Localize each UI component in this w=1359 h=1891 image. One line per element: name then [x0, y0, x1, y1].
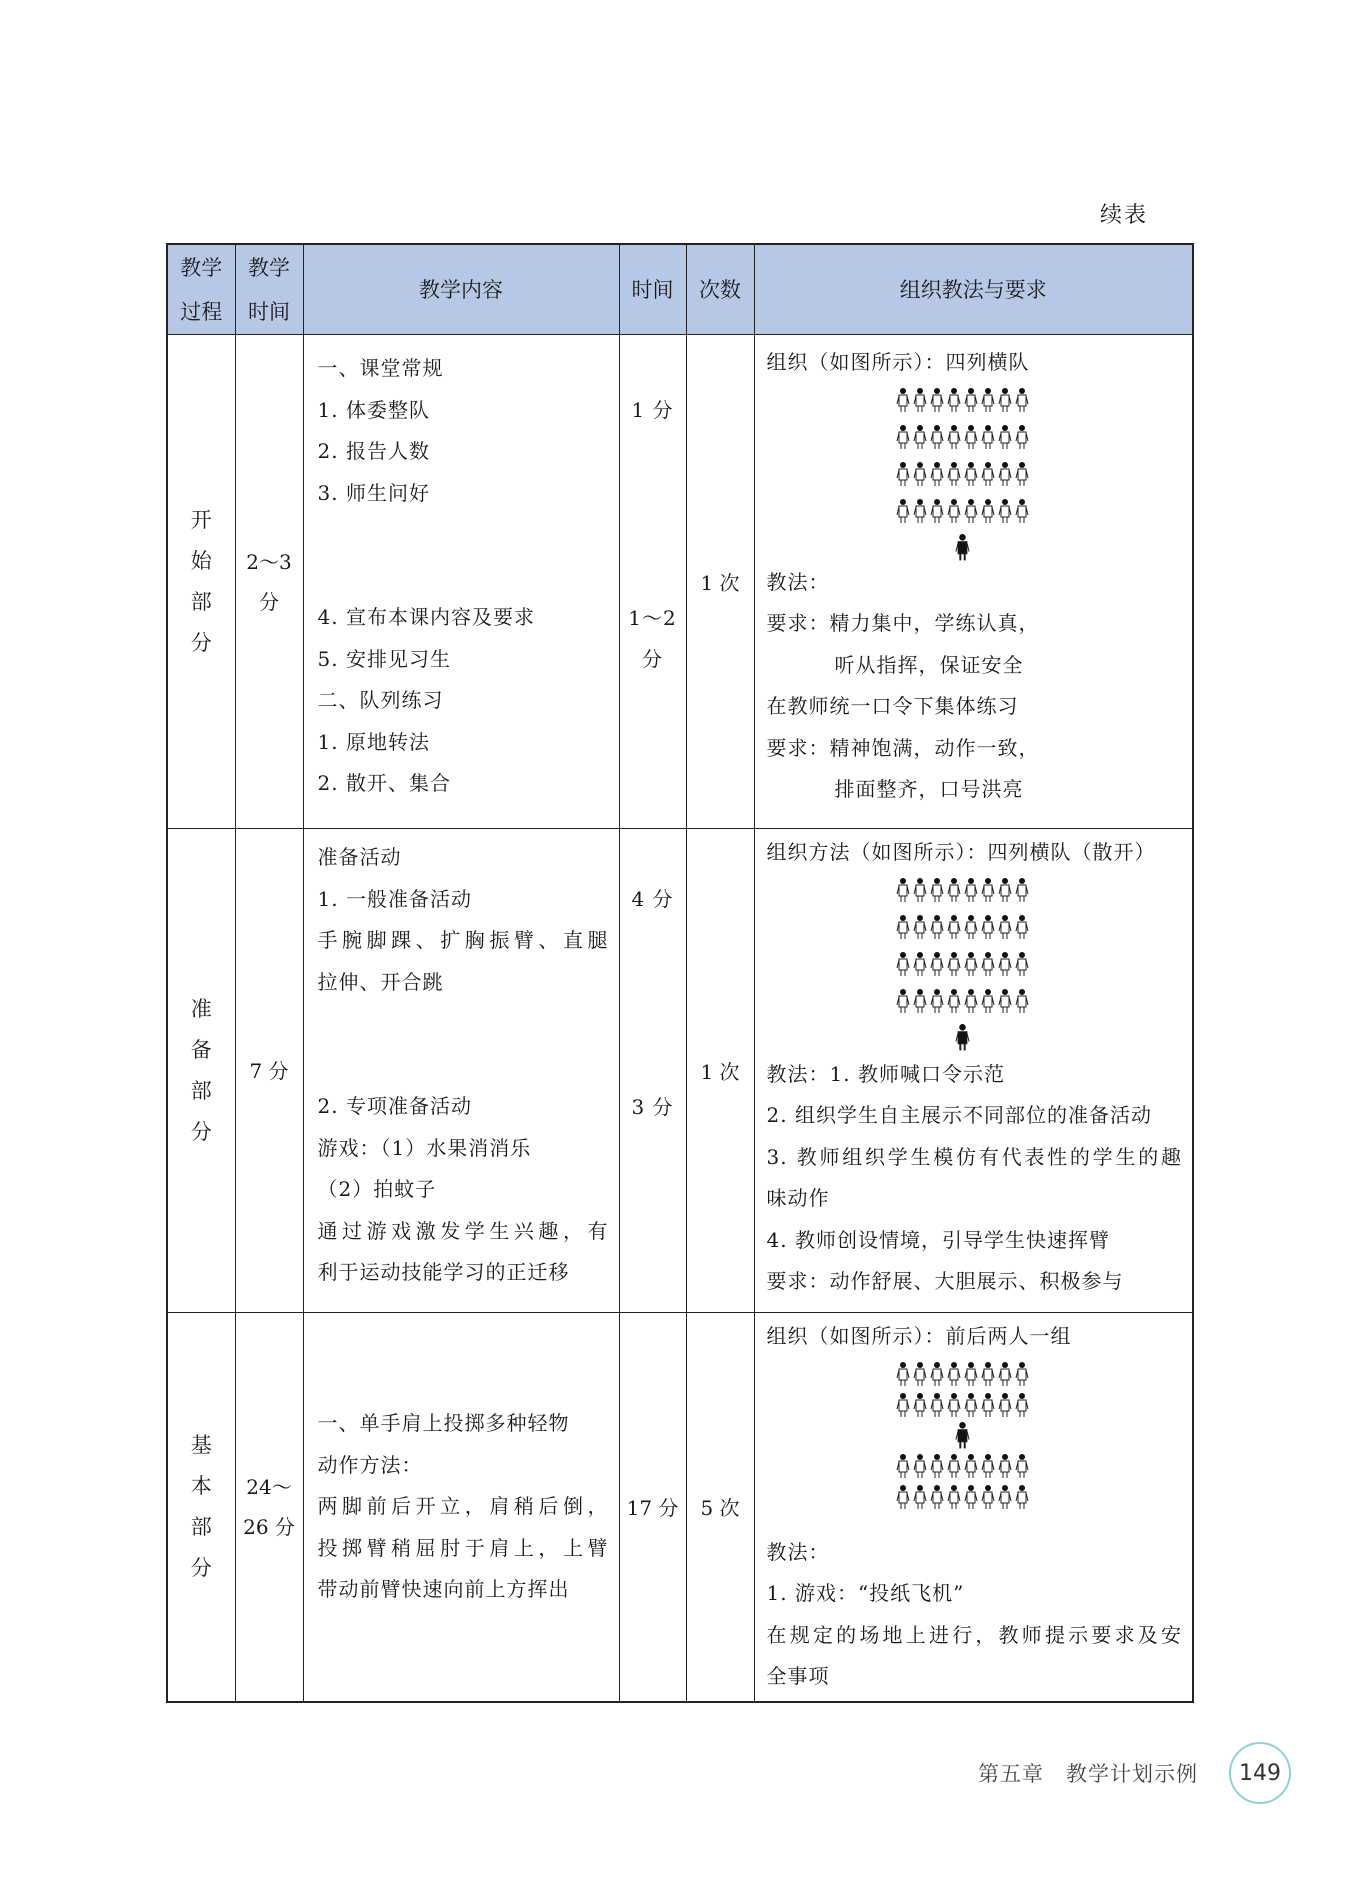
- student-figure-icon: [999, 1362, 1011, 1386]
- student-figure-icon: [897, 425, 909, 449]
- student-figure-icon: [897, 878, 909, 902]
- content-line: 准备活动: [317, 845, 402, 869]
- organization-cell: [754, 1313, 1193, 1702]
- header-duration: 教学 时间: [235, 244, 303, 335]
- org-note: 2. 组织学生自主展示不同部位的准备活动: [766, 1103, 1152, 1127]
- student-figure-icon: [1016, 1393, 1028, 1417]
- content-cell: [303, 829, 619, 1313]
- student-figure-icon: [948, 1362, 960, 1386]
- time-cell: [619, 335, 686, 829]
- org-note: 要求：精力集中，学练认真，: [766, 611, 1040, 635]
- reps-cell: 1 次: [686, 335, 754, 829]
- org-title: 组织（如图所示）：四列横队: [766, 350, 1030, 374]
- content-line: （2）拍蚊子: [317, 1177, 437, 1201]
- content-line: 2. 专项准备活动: [317, 1094, 472, 1118]
- content-line: 二、队列练习: [317, 688, 444, 712]
- content-line: 通过游戏激发学生兴趣，有: [317, 1218, 609, 1243]
- student-figure-icon: [931, 425, 943, 449]
- student-figure-icon: [999, 989, 1011, 1013]
- student-figure-icon: [948, 1454, 960, 1478]
- student-figure-icon: [1016, 462, 1028, 486]
- content-line: 5. 安排见习生: [317, 646, 451, 671]
- student-figure-icon: [948, 1393, 960, 1417]
- student-figure-icon: [931, 1454, 943, 1478]
- table-row-preparation: [167, 829, 1193, 1313]
- student-figure-icon: [965, 915, 977, 939]
- pair-formation-icon: [864, 1358, 1084, 1532]
- student-figure-icon: [914, 388, 926, 412]
- student-figure-icon: [1016, 915, 1028, 939]
- student-figure-icon: [982, 952, 994, 976]
- org-title: 组织方法（如图所示）：四列横队（散开）: [766, 840, 1156, 864]
- duration-cell: 7 分: [235, 829, 303, 1313]
- student-figure-icon: [948, 388, 960, 412]
- student-figure-icon: [1016, 989, 1028, 1013]
- org-note: 教法：: [766, 1539, 830, 1564]
- student-figure-icon: [931, 1362, 943, 1386]
- time-cell: 17 分: [619, 1313, 686, 1702]
- content-line: 利于运动技能学习的正迁移: [317, 1260, 570, 1284]
- stage-cell: 基 本 部 分: [167, 1313, 235, 1702]
- student-figure-icon: [897, 462, 909, 486]
- content-line: 手腕脚踝、扩胸振臂、直腿: [317, 928, 609, 952]
- org-note: 在教师统一口令下集体练习: [766, 694, 1019, 718]
- org-note: 要求：精神饱满，动作一致，: [766, 735, 1040, 760]
- student-figure-icon: [1016, 1362, 1028, 1386]
- student-figure-icon: [931, 989, 943, 1013]
- time-value: 1 分: [631, 398, 674, 422]
- student-figure-icon: [965, 1485, 977, 1509]
- student-figure-icon: [897, 1485, 909, 1509]
- content-line: 2. 报告人数: [317, 439, 430, 463]
- student-figure-icon: [1016, 388, 1028, 412]
- content-line: 4. 宣布本课内容及要求: [317, 605, 535, 629]
- chapter-title: 第五章 教学计划示例: [978, 1762, 1198, 1786]
- student-figure-icon: [948, 1485, 960, 1509]
- student-figure-icon: [897, 388, 909, 412]
- student-figure-icon: [999, 1454, 1011, 1478]
- org-note: 3. 教师组织学生模仿有代表性的学生的趣: [766, 1144, 1182, 1169]
- content-line: 一、课堂常规: [317, 356, 444, 380]
- table-row-main: [167, 1313, 1193, 1702]
- lesson-plan-table: [166, 243, 1194, 1703]
- duration-cell: 24～ 26 分: [235, 1313, 303, 1702]
- time-value: 1～2: [628, 605, 677, 630]
- formation-diagram: [767, 1358, 1183, 1532]
- student-figure-icon: [982, 388, 994, 412]
- content-line: 一、单手肩上投掷多种轻物: [317, 1411, 570, 1435]
- organization-cell: [754, 829, 1193, 1313]
- table-row-opening: [167, 335, 1193, 829]
- student-figure-icon: [931, 952, 943, 976]
- student-figure-icon: [897, 989, 909, 1013]
- formation-diagram: [767, 874, 1183, 1054]
- student-figure-icon: [965, 499, 977, 523]
- organization-cell: [754, 335, 1193, 829]
- org-note: 1. 游戏：“投纸飞机”: [766, 1581, 965, 1605]
- student-figure-icon: [982, 1393, 994, 1417]
- student-figure-icon: [948, 915, 960, 939]
- org-note: 在规定的场地上进行，教师提示要求及安: [766, 1622, 1182, 1647]
- content-line: 1. 一般准备活动: [317, 886, 472, 911]
- student-figure-icon: [914, 1485, 926, 1509]
- content-line: 拉伸、开合跳: [317, 969, 444, 994]
- teacher-figure-icon: [956, 1024, 969, 1050]
- student-figure-icon: [982, 425, 994, 449]
- student-figure-icon: [1016, 499, 1028, 523]
- student-figure-icon: [982, 499, 994, 523]
- duration-cell: 2～3 分: [235, 335, 303, 829]
- header-time: 时间: [619, 244, 686, 335]
- student-figure-icon: [1016, 878, 1028, 902]
- student-figure-icon: [914, 915, 926, 939]
- student-figure-icon: [999, 1393, 1011, 1417]
- student-figure-icon: [948, 499, 960, 523]
- time-value: 3 分: [631, 1094, 674, 1119]
- org-note: 味动作: [766, 1186, 830, 1210]
- org-title: 组织（如图所示）：前后两人一组: [766, 1324, 1072, 1348]
- student-figure-icon: [897, 499, 909, 523]
- content-line: 1. 体委整队: [317, 397, 430, 422]
- table-header-row: [167, 244, 1193, 335]
- stage-cell: 准 备 部 分: [167, 829, 235, 1313]
- student-figure-icon: [999, 952, 1011, 976]
- student-figure-icon: [914, 989, 926, 1013]
- org-note: 全事项: [766, 1664, 830, 1688]
- time-value: 4 分: [631, 887, 674, 911]
- student-figure-icon: [1016, 425, 1028, 449]
- org-note: 教法：: [766, 569, 830, 594]
- student-figure-icon: [931, 1393, 943, 1417]
- student-figure-icon: [914, 952, 926, 976]
- teacher-figure-icon: [956, 1422, 969, 1448]
- student-figure-icon: [982, 1454, 994, 1478]
- org-note: 听从指挥，保证安全: [834, 652, 1024, 677]
- content-line: 动作方法：: [317, 1452, 423, 1477]
- student-figure-icon: [965, 1454, 977, 1478]
- student-figure-icon: [931, 499, 943, 523]
- formation-diagram: [767, 384, 1183, 562]
- student-figure-icon: [965, 388, 977, 412]
- content-cell: [303, 1313, 619, 1702]
- student-figure-icon: [914, 462, 926, 486]
- student-figure-icon: [999, 499, 1011, 523]
- continued-label: 续表: [1100, 203, 1149, 228]
- student-figure-icon: [931, 878, 943, 902]
- content-line: 带动前臂快速向前上方挥出: [317, 1577, 570, 1601]
- student-figure-icon: [965, 878, 977, 902]
- student-figure-icon: [965, 462, 977, 486]
- content-line: 两脚前后开立，肩稍后倒，: [317, 1494, 609, 1518]
- student-figure-icon: [1016, 952, 1028, 976]
- student-figure-icon: [965, 989, 977, 1013]
- time-cell: [619, 829, 686, 1313]
- content-line: 游戏：（1）水果消消乐: [317, 1135, 532, 1160]
- student-figure-icon: [931, 1485, 943, 1509]
- student-figure-icon: [914, 1454, 926, 1478]
- content-line: 1. 原地转法: [317, 729, 430, 754]
- student-figure-icon: [897, 1393, 909, 1417]
- student-figure-icon: [999, 915, 1011, 939]
- student-figure-icon: [999, 425, 1011, 449]
- page-number: 149: [1229, 1742, 1291, 1804]
- student-figure-icon: [948, 425, 960, 449]
- student-figure-icon: [999, 1485, 1011, 1509]
- reps-cell: 1 次: [686, 829, 754, 1313]
- student-figure-icon: [914, 1393, 926, 1417]
- org-note: 排面整齐，口号洪亮: [834, 777, 1024, 801]
- student-figure-icon: [897, 1454, 909, 1478]
- stage-cell: 开 始 部 分: [167, 335, 235, 829]
- student-figure-icon: [982, 462, 994, 486]
- header-content: 教学内容: [303, 244, 619, 335]
- student-figure-icon: [965, 1362, 977, 1386]
- header-organization: 组织教法与要求: [754, 244, 1193, 335]
- student-figure-icon: [965, 425, 977, 449]
- student-figure-icon: [982, 878, 994, 902]
- student-figure-icon: [982, 1362, 994, 1386]
- student-figure-icon: [931, 915, 943, 939]
- student-figure-icon: [914, 1362, 926, 1386]
- student-figure-icon: [982, 989, 994, 1013]
- content-line: 投掷臂稍屈肘于肩上，上臂: [317, 1535, 609, 1560]
- student-figure-icon: [948, 462, 960, 486]
- student-figure-icon: [1016, 1454, 1028, 1478]
- student-figure-icon: [914, 499, 926, 523]
- student-figure-icon: [982, 1485, 994, 1509]
- org-note: 教法：1. 教师喊口令示范: [766, 1061, 1005, 1086]
- student-figure-icon: [1016, 1485, 1028, 1509]
- header-stage: 教学 过程: [167, 244, 235, 335]
- student-figure-icon: [948, 952, 960, 976]
- student-figure-icon: [914, 878, 926, 902]
- time-value: 分: [642, 647, 663, 671]
- org-note: 要求：动作舒展、大胆展示、积极参与: [766, 1269, 1124, 1293]
- student-figure-icon: [999, 388, 1011, 412]
- content-line: 2. 散开、集合: [317, 771, 451, 795]
- reps-cell: 5 次: [686, 1313, 754, 1702]
- header-reps: 次数: [686, 244, 754, 335]
- student-figure-icon: [897, 1362, 909, 1386]
- student-figure-icon: [999, 878, 1011, 902]
- student-figure-icon: [965, 952, 977, 976]
- student-figure-icon: [948, 878, 960, 902]
- student-figure-icon: [982, 915, 994, 939]
- student-figure-icon: [999, 462, 1011, 486]
- four-row-formation-icon: [864, 384, 1084, 562]
- content-line: 3. 师生问好: [317, 480, 430, 505]
- student-figure-icon: [965, 1393, 977, 1417]
- student-figure-icon: [948, 989, 960, 1013]
- content-cell: [303, 335, 619, 829]
- teacher-figure-icon: [956, 534, 969, 560]
- student-figure-icon: [931, 462, 943, 486]
- student-figure-icon: [897, 915, 909, 939]
- student-figure-icon: [931, 388, 943, 412]
- student-figure-icon: [897, 952, 909, 976]
- org-note: 4. 教师创设情境，引导学生快速挥臂: [766, 1227, 1110, 1252]
- four-row-scattered-formation-icon: [864, 874, 1084, 1054]
- student-figure-icon: [914, 425, 926, 449]
